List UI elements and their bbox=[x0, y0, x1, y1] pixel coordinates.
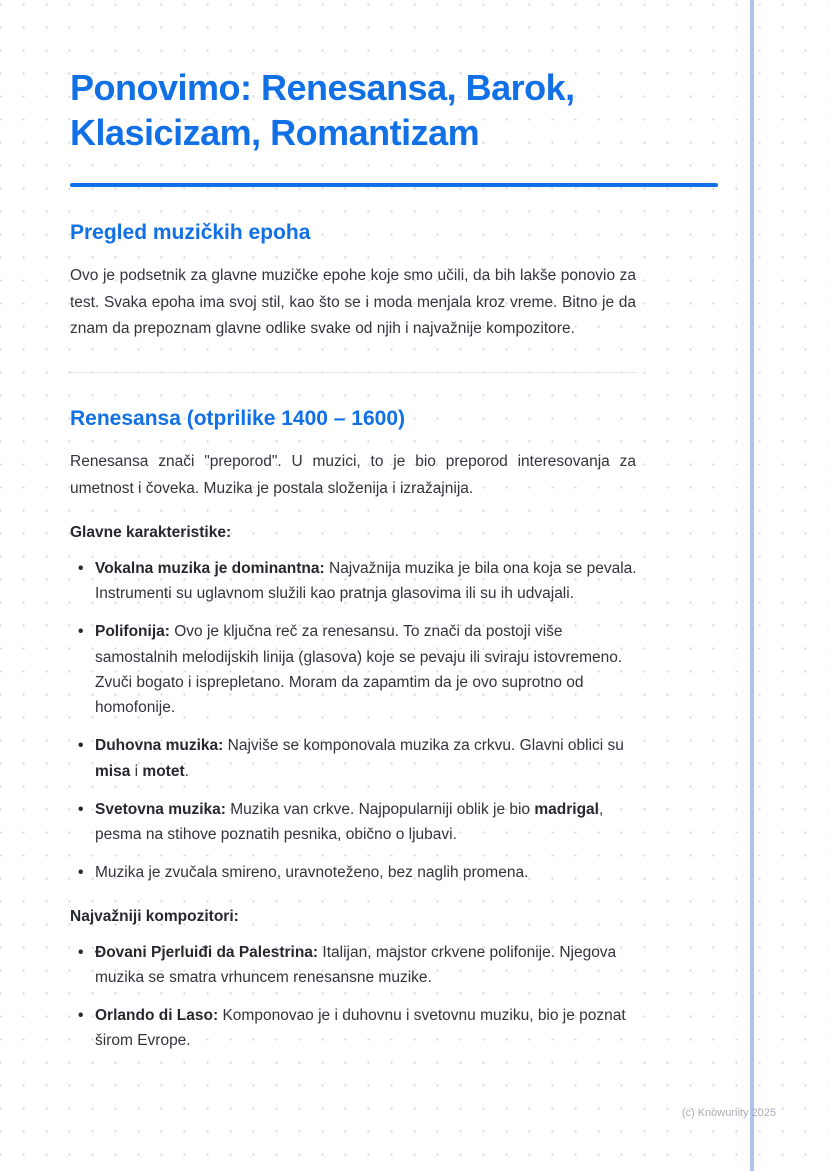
bullet-text: Muzika je zvučala smireno, uravnoteženo, bez naglih promena. bbox=[95, 864, 529, 882]
section-heading-renesansa: Renesansa (otprilike 1400 – 1600) bbox=[70, 407, 406, 431]
bullet-text: i bbox=[130, 762, 143, 780]
section-divider bbox=[70, 372, 636, 373]
title-divider-rule bbox=[70, 183, 718, 187]
overview-paragraph: Ovo je podsetnik za glavne muzičke epohe koje smo učili, da bih lakše ponovio za test. Svaka epoha ima svoj stil, kao što se i moda menjala kroz vreme. Bitno je da znam da prepoznam glavne odlike svake od njih i najvažnije kompozitore. bbox=[70, 267, 636, 337]
bullet-lead: Đovani Pjerluiđi da Palestrina: bbox=[95, 943, 319, 961]
bullet-bold-term: misa bbox=[95, 762, 131, 780]
bullet-bold-term: madrigal bbox=[534, 800, 599, 818]
list-item bbox=[95, 733, 640, 784]
list-item bbox=[95, 1003, 640, 1054]
composers-list bbox=[70, 940, 828, 1054]
bullet-lead: Vokalna muzika je dominantna: bbox=[95, 559, 325, 577]
bullet-text: Ovo je ključna reč za renesansu. To znači da postoji više samostalnih melodijskih linija (glasova) koje se pevaju ili sviraju istovremeno. Zvuči bogato i isprepletano. Moram da zapamtim da je ovo suprotno od homofonije. bbox=[95, 623, 623, 717]
composers-subhead: Najvažniji kompozitori: bbox=[70, 907, 239, 925]
list-item bbox=[95, 940, 640, 991]
characteristics-list bbox=[70, 556, 828, 886]
bullet-text: Najviše se komponovala muzika za crkvu. Glavni oblici su bbox=[223, 737, 624, 755]
bullet-lead: Duhovna muzika: bbox=[95, 737, 224, 755]
list-item bbox=[95, 556, 640, 607]
bullet-lead: Orlando di Laso: bbox=[95, 1007, 219, 1025]
bullet-text: . bbox=[184, 762, 189, 780]
bullet-text: Muzika van crkve. Najpopularniji oblik je bio bbox=[225, 800, 535, 818]
bullet-text: Komponovao je i duhovnu i svetovnu muziku, bio je poznat širom Evrope. bbox=[95, 1007, 626, 1050]
renesansa-intro-paragraph: Renesansa znači "preporod". U muzici, to je bio preporod interesovanja za umetnost i čoveka. Muzika je postala složenija i izražajnija. bbox=[70, 453, 636, 497]
bullet-lead: Polifonija: bbox=[95, 623, 170, 641]
bullet-bold-term: motet bbox=[142, 762, 185, 780]
bullet-lead: Svetovna muzika: bbox=[95, 800, 226, 818]
list-item bbox=[95, 797, 640, 848]
list-item bbox=[95, 619, 640, 720]
page-title: Ponovimo: Renesansa, Barok, Klasicizam, Romantizam bbox=[70, 67, 575, 153]
characteristics-subhead: Glavne karakteristike: bbox=[70, 523, 232, 541]
bullet-text: , pesma na stihove poznatih pesnika, obično o ljubavi. bbox=[95, 800, 604, 844]
list-item bbox=[95, 860, 640, 885]
section-heading-pregled: Pregled muzičkih epoha bbox=[70, 221, 311, 245]
watermark: (c) Knowunity 2025 bbox=[681, 1107, 776, 1119]
bullet-text: Italijan, majstor crkvene polifonije. Njegova muzika se smatra vrhuncem renesansne muzike. bbox=[95, 943, 617, 986]
bullet-text: Najvažnija muzika je bila ona koja se pevala. Instrumenti su uglavnom služili kao pratnja glasovima ili su ih udvajali. bbox=[95, 559, 637, 603]
